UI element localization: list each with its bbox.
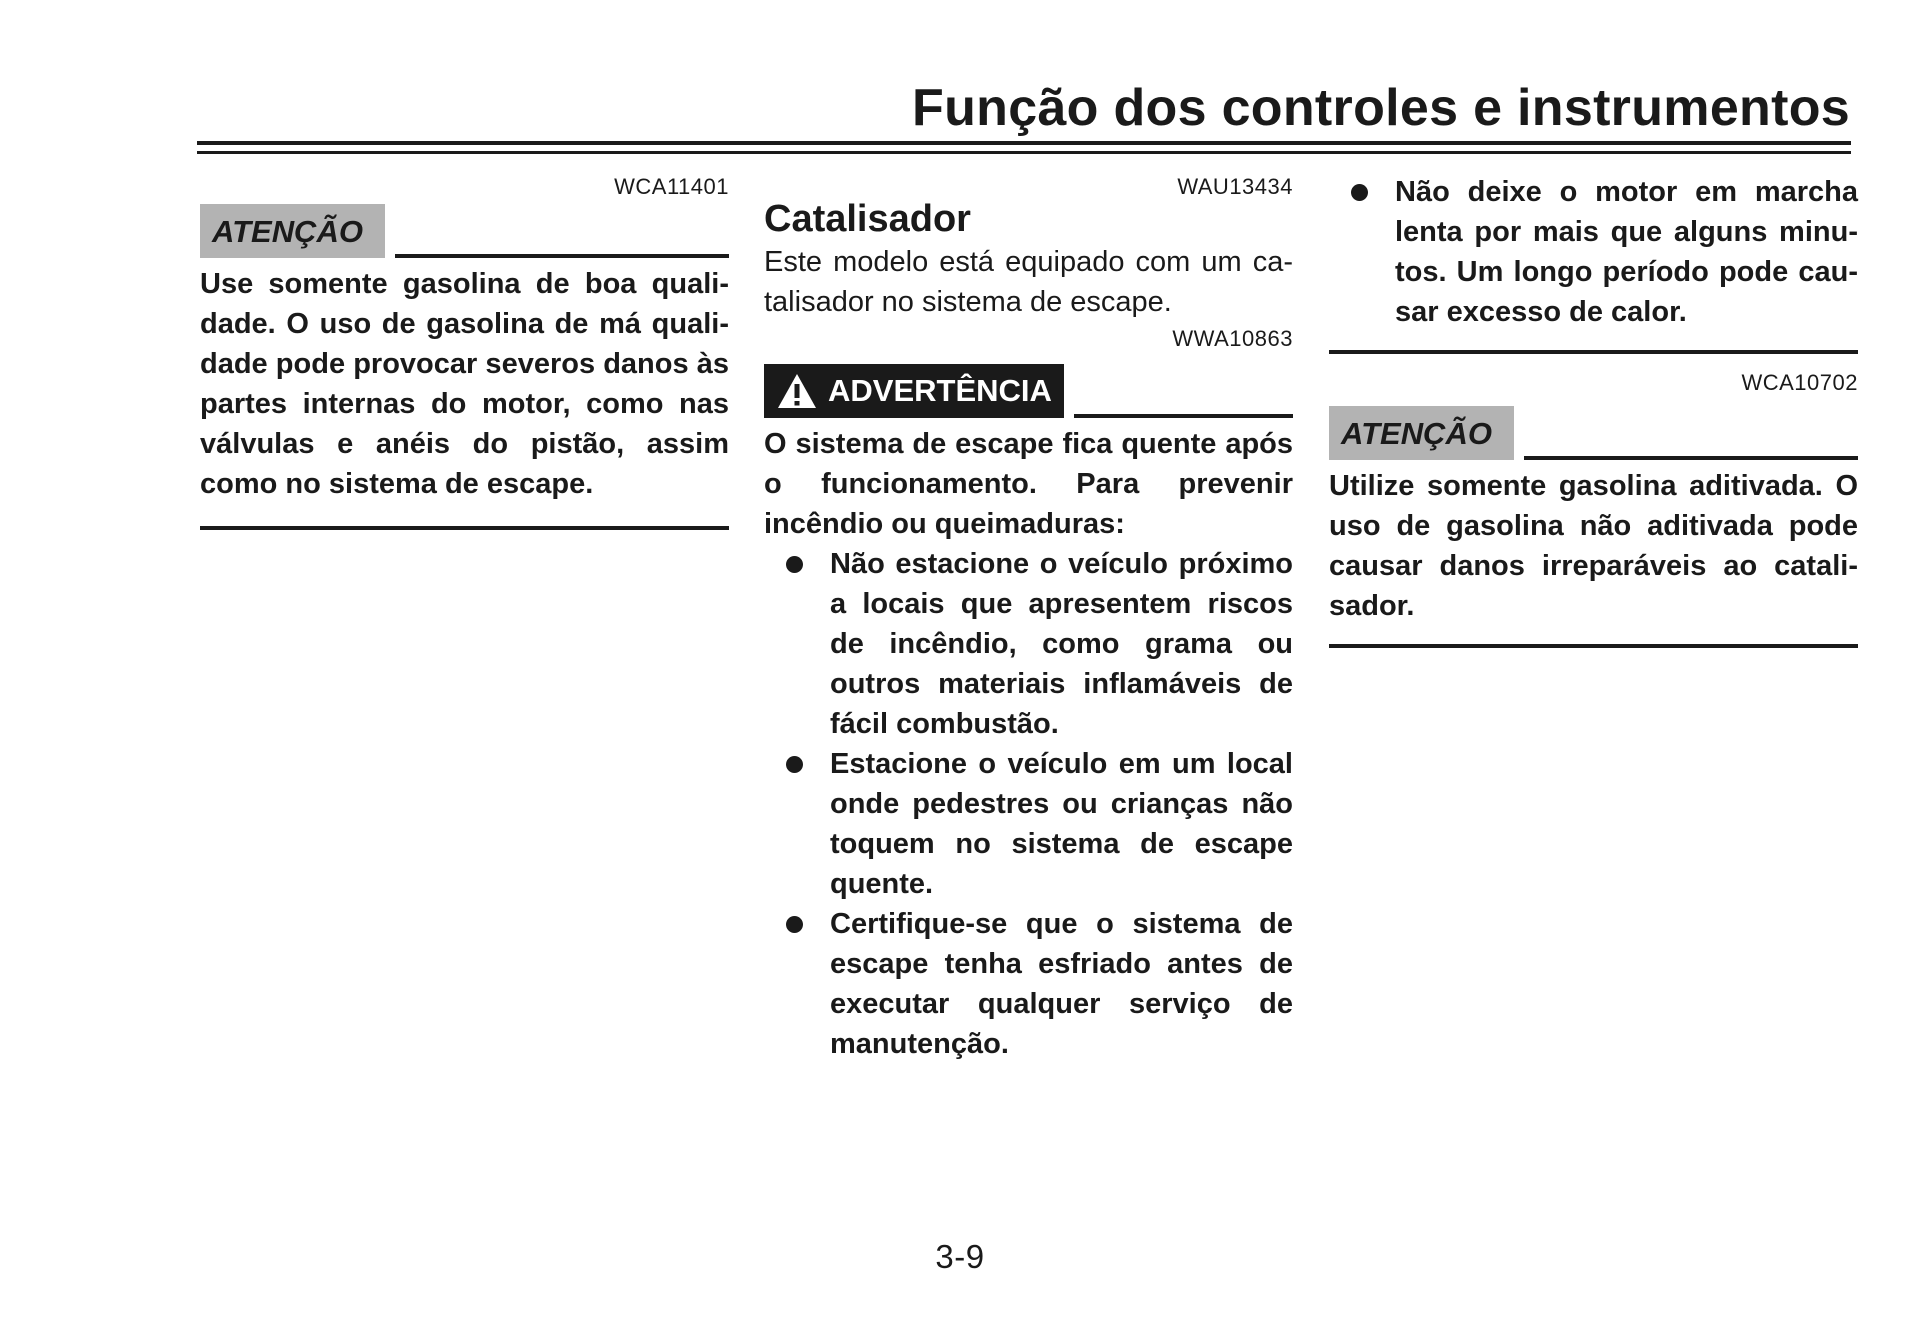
header-rule-thin [197, 151, 1851, 154]
column-1 [200, 172, 729, 530]
list-item-text: Não deixe o motor em marcha lenta por mais que alguns minutos. Um longo período pode causar excesso de calor. [1395, 176, 1858, 328]
caution-badge: ATENÇÃO [200, 204, 385, 258]
warning-reference-code: WWA10863 [1172, 326, 1293, 351]
list-item [764, 904, 1293, 1064]
caution-end-rule [1329, 644, 1858, 648]
reference-code: WCA10702 [1741, 370, 1858, 395]
list-item-text: Não estacione o veículo próximo a locais que apresentem riscos de incêndio, como grama ou outros materiais inflamáveis de fácil combustão. [830, 548, 1293, 740]
bullet-dot-icon [1351, 184, 1368, 201]
warning-heading [764, 364, 1293, 418]
warning-text: O sistema de escape fica quente após o funcionamento. Para prevenir incêndio ou queimaduras: [764, 428, 1293, 540]
bullet-dot-icon [786, 756, 803, 773]
list-item-text: Estacione o veículo em um local onde pedestres ou crianças não toquem no sistema de escape quente. [830, 748, 1293, 900]
page-number: 3-9 [935, 1238, 985, 1275]
caution-text: Utilize somente gasolina aditivada. O uso de gasolina não aditivada pode causar danos irreparáveis ao catalisador. [1329, 470, 1858, 622]
list-item-text: Certifique-se que o sistema de escape tenha esfriado antes de executar qualquer serviço de manutenção. [830, 908, 1293, 1060]
bullet-dot-icon [786, 556, 803, 573]
list-item [764, 544, 1293, 744]
page-title: Função dos controles e instrumentos [912, 79, 1850, 137]
caution-heading [200, 204, 729, 258]
caution-text: Use somente gasolina de boa qualidade. O uso de gasolina de má qualidade pode provocar severos danos às partes internas do motor, como nas válvulas e anéis do pistão, assim como no sistema de escape. [200, 268, 729, 500]
warning-heading-line [1074, 414, 1293, 418]
column-3 [1329, 172, 1858, 648]
column-2 [764, 172, 1293, 1064]
warning-end-rule [1329, 350, 1858, 354]
caution-heading [1329, 406, 1858, 460]
list-item [764, 744, 1293, 904]
header-rule-thick [197, 141, 1851, 145]
caution-heading-line [1524, 456, 1858, 460]
reference-code: WAU13434 [1177, 174, 1293, 199]
warning-label: ADVERTÊNCIA [828, 373, 1052, 408]
caution-heading-line [395, 254, 729, 258]
caution-end-rule [200, 526, 729, 530]
warning-badge [764, 364, 1064, 418]
bullet-dot-icon [786, 916, 803, 933]
list-item [1329, 172, 1858, 332]
section-intro: Este modelo está equipado com um catalisador no sistema de escape. [764, 246, 1293, 318]
warning-bullet-list-continued [1329, 172, 1858, 332]
caution-badge: ATENÇÃO [1329, 406, 1514, 460]
warning-bullet-list [764, 544, 1293, 1064]
warning-triangle-icon [776, 372, 818, 410]
section-title: Catalisador [764, 198, 971, 240]
reference-code: WCA11401 [614, 174, 729, 199]
